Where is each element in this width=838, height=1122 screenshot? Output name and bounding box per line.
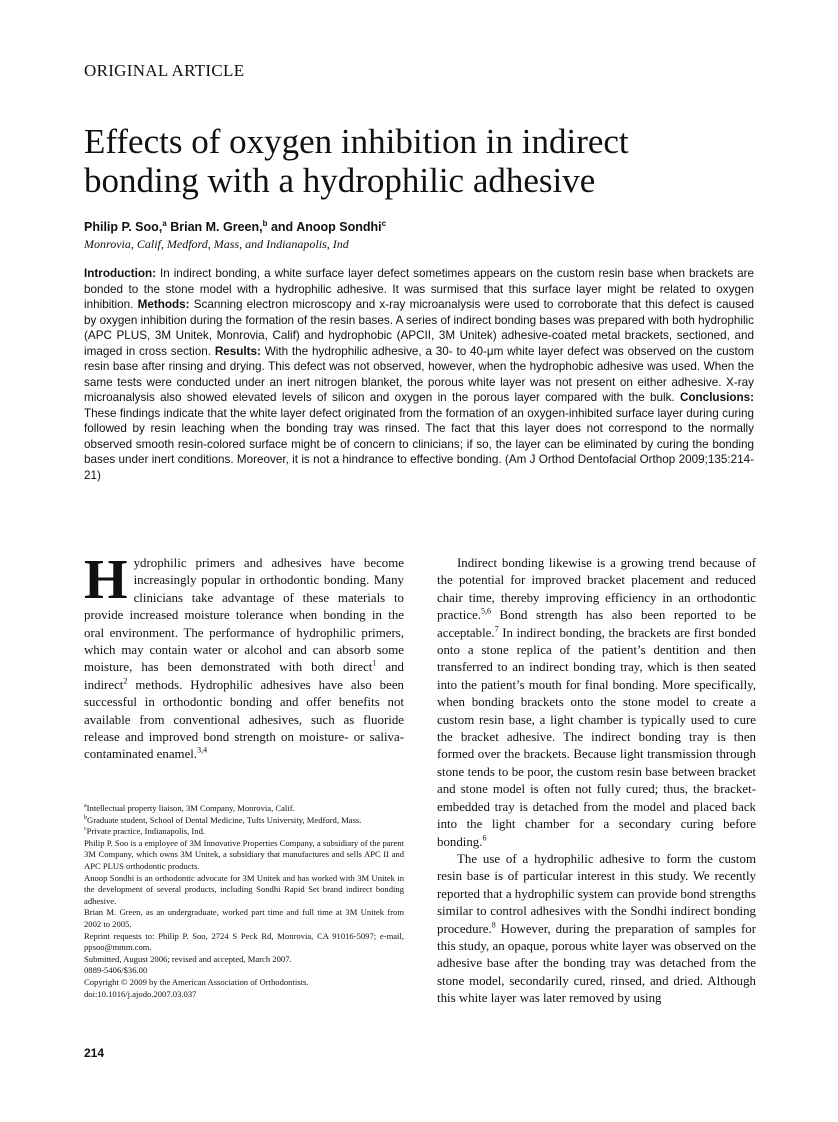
section-label: ORIGINAL ARTICLE (84, 61, 245, 80)
body-paragraph (437, 851, 756, 1008)
body-text: and indirect (84, 660, 404, 692)
body-paragraph (84, 549, 404, 764)
footnote (84, 826, 404, 838)
author-name: Brian M. Green, (170, 220, 263, 235)
citation-ref: 3,4 (197, 746, 208, 756)
citation-ref: 2 (123, 676, 128, 686)
article-title: Effects of oxygen inhibition in indirect bonding with a hydrophilic adhesive (84, 122, 629, 200)
author-name: Philip P. Soo, (84, 220, 163, 235)
abstract-heading-results: Results: (214, 344, 261, 358)
body-text: methods. Hydrophilic adhesives have also been successful in orthodontic bonding and offer benefits not available from conventional adhesives, such as fluoride release and improved bond strength on moisture- or saliva-contaminated enamel. (84, 677, 404, 762)
copyright-notice: Copyright © 2009 by the American Association of Orthodontists. (84, 976, 309, 987)
author-locations: Monrovia, Calif, Medford, Mass, and Indianapolis, Ind (84, 237, 349, 251)
abstract (84, 266, 754, 483)
footnote-mark: c (84, 826, 87, 833)
issn-price: 0889-5406/$36.00 (84, 965, 148, 976)
citation-ref: 6 (482, 833, 487, 843)
abstract-heading-conclusions: Conclusions: (679, 391, 754, 404)
disclosure-note: Philip P. Soo is a employee of 3M Innovative Properties Company, a subsidiary of the parent 3M Company, which owns 3M Unitek, a subsidiary that manufactures and sells APC II and APC PLUS orthodontic products. (84, 837, 404, 871)
body-text: The use of a hydrophilic adhesive to form the custom resin base is of particular interest in this study. We recently reported that a hydrophilic system can provide bond strengths similar to control adhesives with the Sondhi indirect bonding procedure. (437, 851, 756, 936)
footnote-mark: a (84, 803, 87, 810)
abstract-heading-methods: Methods: (137, 298, 190, 311)
affiliation-mark: b (262, 219, 268, 228)
citation-ref: 8 (491, 920, 496, 930)
drop-cap: H (84, 549, 128, 611)
body-text: Bond strength has also been reported to be acceptable. (437, 608, 756, 640)
footnote-text: Private practice, Indianapolis, Ind. (86, 826, 206, 837)
author-list (84, 219, 386, 234)
abstract-results-text: With the hydrophilic adhesive, a 30- to 40-μm white layer defect was observed on the custom resin base after rinsing and drying. This defect was not observed, however, when the hydrophobic adhesive was used. When the same tests were conducted under an inert nitrogen blanket, the porous white layer was not present on either adhesive. X-ray microanalysis also showed elevated levels of silicon and oxygen in the porous layer compared with the bulk. (84, 344, 754, 404)
page-number: 214 (84, 1046, 105, 1060)
footnotes (84, 803, 404, 1000)
body-text: ydrophilic primers and adhesives have become increasingly popular in orthodontic bonding. Many clinicians take advantage of these materials to provide increased moisture tolerance when bonding in the oral environment. The performance of hydrophilic primers, which may contain water or alcohol and can absorb some moisture, has been demonstrated with both direct (84, 556, 404, 675)
footnote-mark: b (84, 814, 87, 821)
author-name: and Anoop Sondhi (270, 220, 382, 235)
abstract-heading-introduction: Introduction: (84, 267, 157, 280)
footnote (84, 803, 404, 815)
affiliation-mark: a (162, 219, 167, 228)
body-text: However, during the preparation of samples for this study, an opaque, porous white layer was observed on the adhesive base after the bonding tray was detached from the stone model, secondarily cured, rinsed, and dried. Although this white layer was later removed by using (437, 921, 756, 1006)
footnote (84, 815, 404, 827)
doi: doi:10.1016/j.ajodo.2007.03.037 (84, 988, 197, 999)
body-text: Indirect bonding likewise is a growing trend because of the potential for improved bracket placement and reduced chair time, thereby improving efficiency in an orthodontic practice. (437, 556, 756, 623)
disclosure-note: Anoop Sondhi is an orthodontic advocate for 3M Unitek and has worked with 3M Unitek in the development of several products, including Sondhi Rapid Set brand indirect bonding adhesive. (84, 872, 404, 906)
abstract-introduction-text: In indirect bonding, a white surface layer defect sometimes appears on the custom resin base when brackets are bonded to the stone model with a hydrophilic adhesive. It was surmised that this surface layer might be related to oxygen inhibition. (84, 267, 754, 311)
citation-ref: 5,6 (481, 606, 492, 616)
reprint-requests: Reprint requests to: Philip P. Soo, 2724 S Peck Rd, Monrovia, CA 91016-5097; e-mail, ppsoo@mmm.com. (84, 930, 404, 953)
footnote-text: Graduate student, School of Dental Medicine, Tufts University, Medford, Mass. (87, 814, 362, 825)
body-paragraph (437, 555, 756, 851)
citation-ref: 7 (494, 624, 499, 634)
abstract-conclusions-text: These findings indicate that the white layer defect originated from the formation of an oxygen-inhibited surface layer during curing followed by resin leaching when the bonding tray was rinsed. The fact that this layer does not correspond to the normally observed smooth resin-colored surface might be of concern to clinicians; if so, the layer can be eliminated by curing the bonding bases under inert conditions. Moreover, it is not a hindrance to effective bonding. (Am J Orthod Dentofacial Orthop 2009;135:214-21) (84, 406, 754, 482)
body-column-right (437, 555, 756, 1008)
body-column-left (84, 549, 404, 764)
affiliation-mark: c (381, 219, 387, 228)
abstract-methods-text: Scanning electron microscopy and x-ray microanalysis were used to corroborate that this defect is caused by oxygen inhibition during the formation of the resin bases. A series of indirect bonding bases was prepared with both hydrophilic (APC PLUS, 3M Unitek, Monrovia, Calif) and hydrophobic (APCII, 3M Unitek) adhesive-coated metal brackets, sectioned, and imaged in cross section. (84, 298, 754, 358)
citation-ref: 1 (372, 659, 377, 669)
body-text: In indirect bonding, the brackets are first bonded onto a stone replica of the patient’s dentition and then transferred to an indirect bonding tray, which is then seated into the patient’s mouth for final bonding. More specifically, when bonding brackets onto the stone model to create a custom resin base, a light chamber is typically used to cure the bracket adhesive. The indirect bonding tray is then formed over the brackets. Because light transmission through stone tends to be poor, the custom resin base between bracket and stone model is often not fully cured; thus, the bracket-embedded tray is detached from the model and placed back into the light chamber for a secondary curing before bonding. (437, 625, 756, 849)
submission-dates: Submitted, August 2006; revised and accepted, March 2007. (84, 953, 292, 964)
footnote-text: Intellectual property liaison, 3M Company, Monrovia, Calif. (86, 803, 295, 813)
disclosure-note: Brian M. Green, as an undergraduate, worked part time and full time at 3M Unitek from 2002 to 2005. (84, 907, 404, 929)
